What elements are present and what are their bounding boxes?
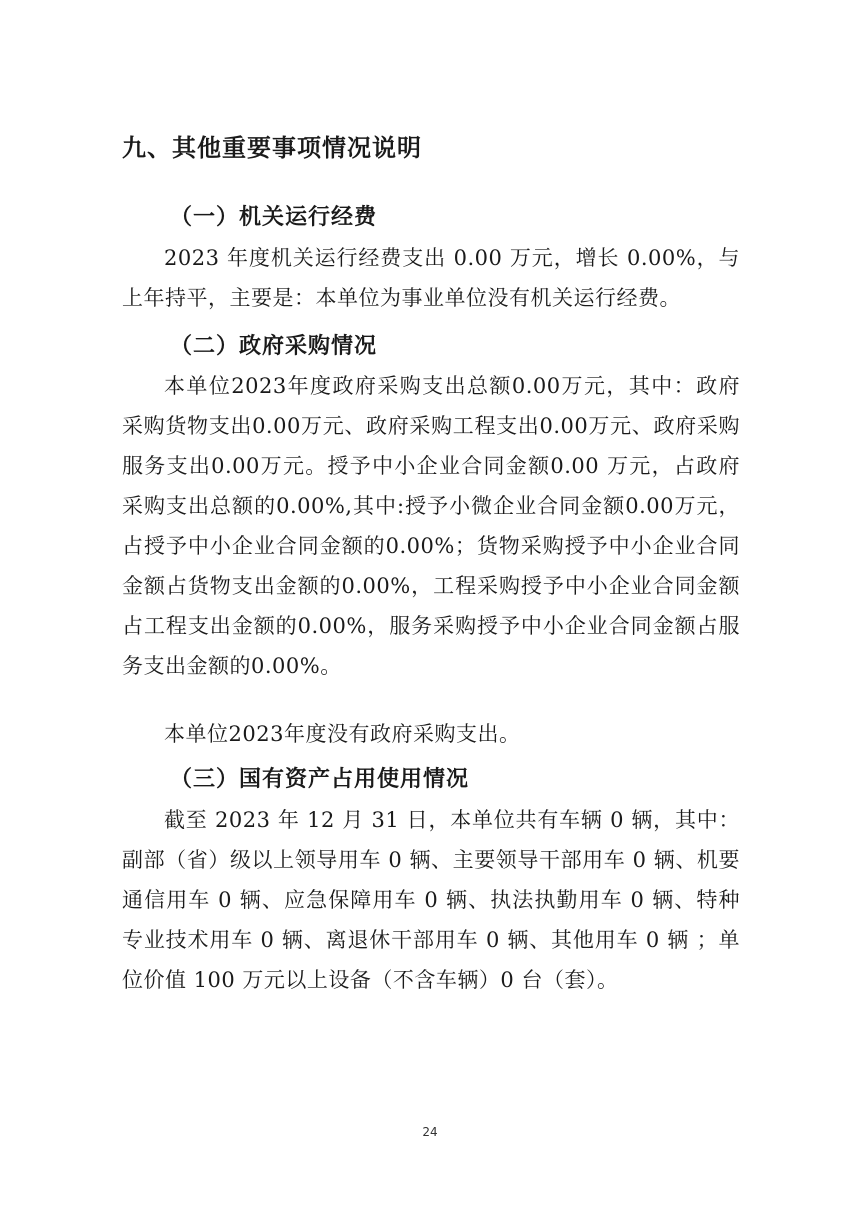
state-assets-paragraph: 截至 2023 年 12 月 31 日，本单位共有车辆 0 辆，其中：副部（省）级以上领导用车 0 辆、主要领导干部用车 0 辆、机要通信用车 0 辆、应急保障用车 0 辆、执法执勤用车 0 辆、特种专业技术用车 0 辆、离退休干部用车 0 辆、其他用车 0 辆 ；单位价值 100 万元以上设备（不含车辆）0 台（套）。 [122, 808, 740, 992]
operating-expenses-paragraph: 2023 年度机关运行经费支出 0.00 万元，增长 0.00%，与上年持平，主要是：本单位为事业单位没有机关运行经费。 [122, 246, 740, 310]
subsection-heading-state-assets: （三）国有资产占用使用情况 [170, 767, 470, 792]
procurement-summary-paragraph: 本单位2023年度没有政府采购支出。 [164, 722, 521, 746]
procurement-paragraph: 本单位2023年度政府采购支出总额0.00万元，其中：政府采购货物支出0.00万元、政府采购工程支出0.00万元、政府采购服务支出0.00万元。授予中小企业合同金额0.00 万元，占政府采购支出总额的0.00%,其中:授予小微企业合同金额0.00万元，占授予中小企业合同金额的0.00%；货物采购授予中小企业合同金额占货物支出金额的0.00%，工程采购授予中小企业合同金额占工程支出金额的0.00%，服务采购授予中小企业合同金额占服务支出金额的0.00%。 [122, 374, 740, 678]
subsection-heading-government-procurement: （二）政府采购情况 [170, 334, 378, 359]
page-number: 24 [422, 1125, 438, 1139]
subsection-heading-operating-expenses: （一）机关运行经费 [170, 205, 378, 230]
section-title: 九、其他重要事项情况说明 [122, 134, 422, 162]
